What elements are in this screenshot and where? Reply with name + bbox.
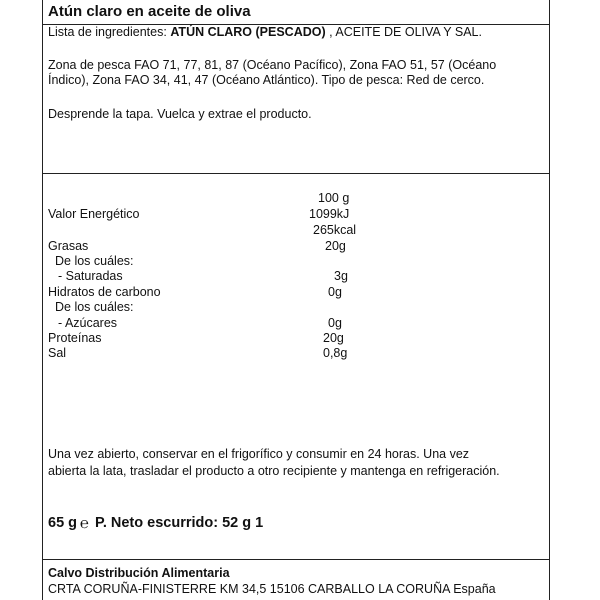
storage-line-1: Una vez abierto, conservar en el frigorífico y consumir en 24 horas. Una vez <box>48 447 470 461</box>
opening-instructions: Desprende la tapa. Vuelca y extrae el producto. <box>48 107 312 121</box>
divider-nutrition-top <box>42 173 550 174</box>
nutrient-label-of-which-2: De los cuáles: <box>55 300 134 314</box>
nutrient-value-carbs: 0g <box>328 285 342 299</box>
nutrient-value-saturated: 3g <box>334 269 348 283</box>
nutrient-value-salt: 0,8g <box>323 346 348 360</box>
drained-weight: P. Neto escurrido: 52 g 1 <box>95 515 264 531</box>
nutrient-label-fat: Grasas <box>48 239 89 253</box>
ingredients-label: Lista de ingredientes: <box>48 25 167 39</box>
nutrient-label-sugars: - Azúcares <box>58 316 118 330</box>
ingredients-rest: , ACEITE DE OLIVA Y SAL. <box>325 25 482 39</box>
nutrient-label-saturated: - Saturadas <box>58 269 123 283</box>
fishing-zone-line-1: Zona de pesca FAO 71, 77, 81, 87 (Océano Pacífico), Zona FAO 51, 57 (Océano <box>48 58 497 72</box>
net-weight: 65 g <box>48 515 78 531</box>
divider-company <box>42 559 550 560</box>
net-weight-line <box>48 514 263 532</box>
company-name: Calvo Distribución Alimentaria <box>48 566 230 580</box>
nutrient-label-of-which-1: De los cuáles: <box>55 254 134 268</box>
company-address: CRTA CORUÑA-FINISTERRE KM 34,5 15106 CARBALLO LA CORUÑA España <box>48 582 496 596</box>
nutrient-value-protein: 20g <box>323 331 344 345</box>
energy-label: Valor Energético <box>48 207 140 221</box>
storage-line-2: abierta la lata, trasladar el producto a otro recipiente y mantenga en refrigeración. <box>48 464 500 478</box>
nutrient-value-fat: 20g <box>325 239 346 253</box>
nutrient-label-salt: Sal <box>48 346 67 360</box>
ingredients-main: ATÚN CLARO (PESCADO) <box>170 25 326 39</box>
estimated-sign-icon: ℮ <box>80 515 90 532</box>
nutrient-label-protein: Proteínas <box>48 331 102 345</box>
nutrient-value-sugars: 0g <box>328 316 342 330</box>
product-title: Atún claro en aceite de oliva <box>48 3 251 20</box>
nutrient-label-carbs: Hidratos de carbono <box>48 285 161 299</box>
nutrition-per-header: 100 g <box>318 191 350 205</box>
fishing-zone-line-2: Índico), Zona FAO 34, 41, 47 (Océano Atlántico). Tipo de pesca: Red de cerco. <box>48 73 485 87</box>
energy-kj: 1099kJ <box>309 207 350 221</box>
energy-kcal: 265kcal <box>313 223 357 237</box>
ingredients-line <box>48 25 482 40</box>
